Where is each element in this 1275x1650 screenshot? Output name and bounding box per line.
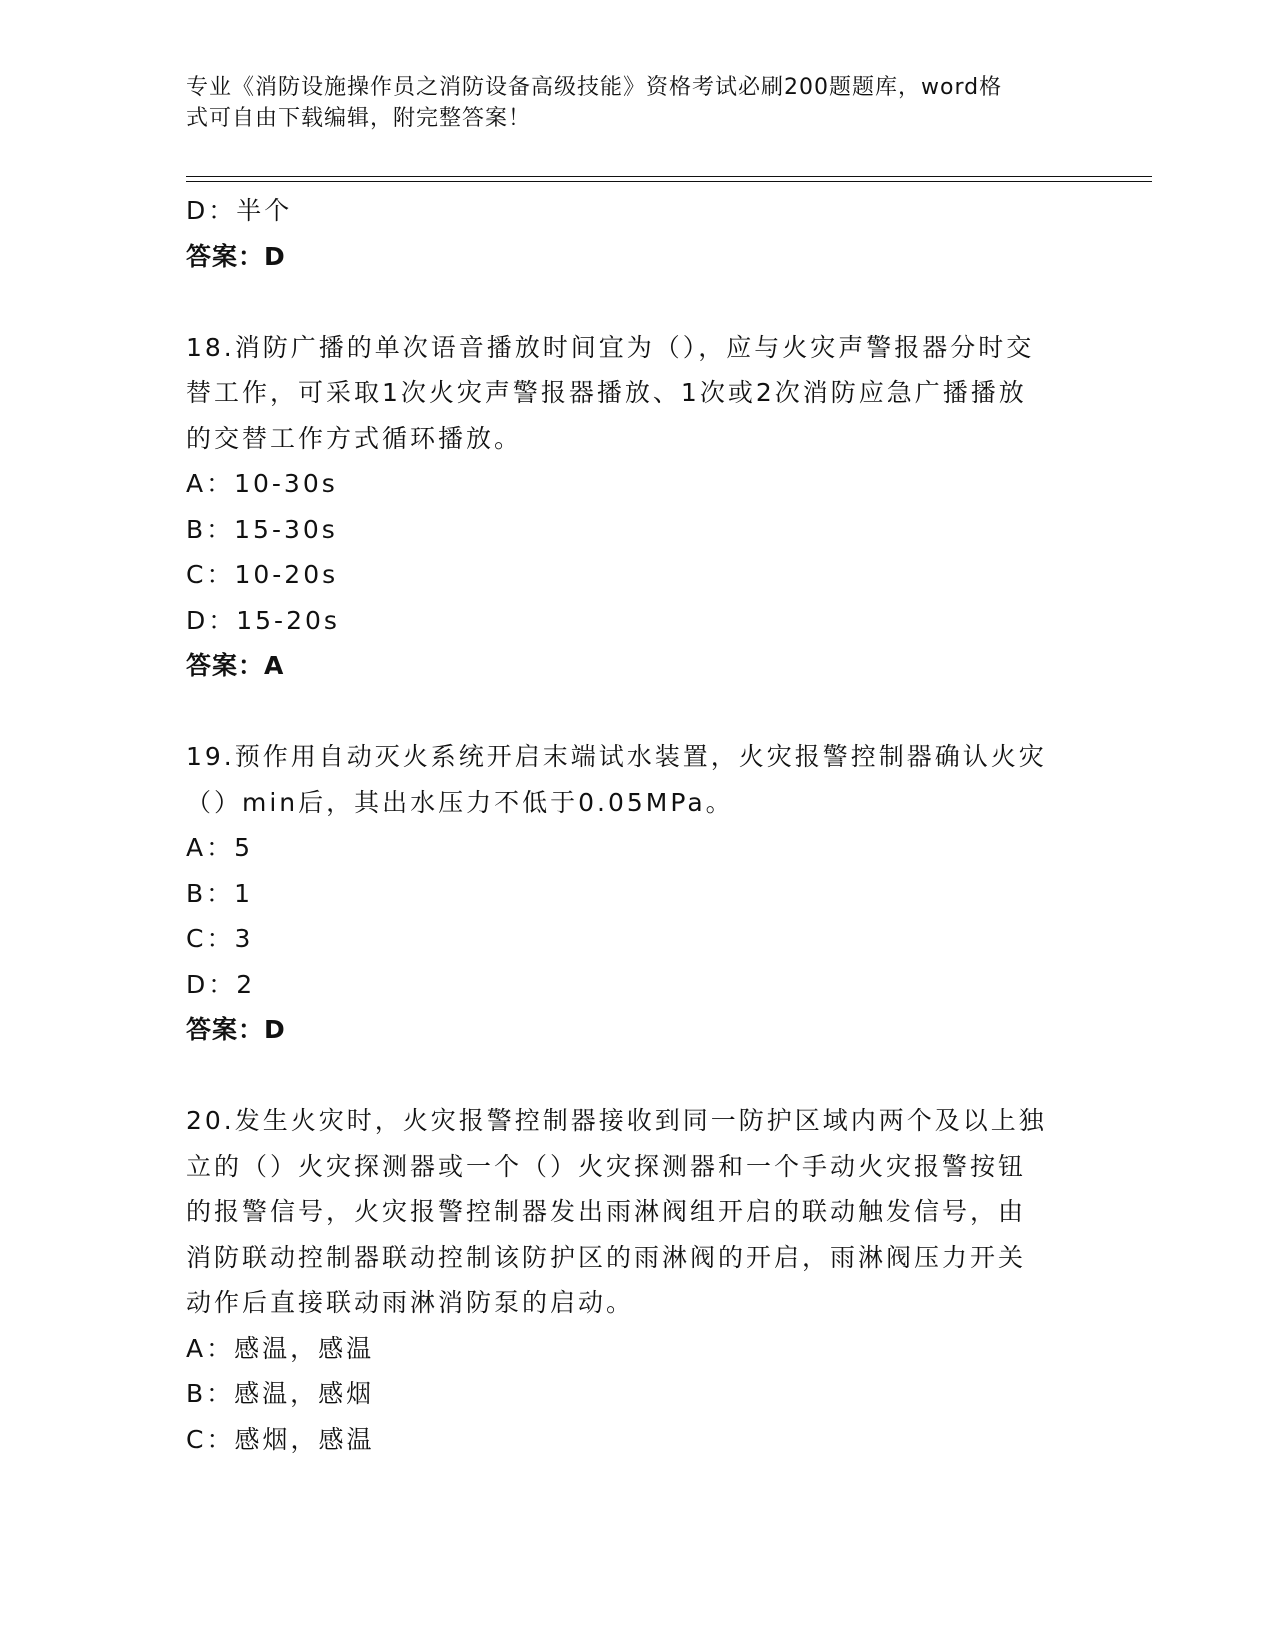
question-text-line: 20.发生火灾时，火灾报警控制器接收到同一防护区域内两个及以上独 [186,1106,1047,1135]
question-text-line: 替工作，可采取1次火灾声警报器播放、1次或2次消防应急广播播放 [186,378,1027,407]
option-b: B：15-30s [186,514,338,544]
question-text-line: 立的（）火灾探测器或一个（）火灾探测器和一个手动火灾报警按钮 [186,1151,1027,1181]
question-text-line: 动作后直接联动雨淋消防泵的启动。 [186,1288,635,1317]
answer-line: 答案：D [186,241,286,271]
question-19 [186,734,1086,1053]
header-divider-bottom [186,181,1152,182]
header-line-2: 式可自由下载编辑，附完整答案！ [186,106,532,131]
question-20 [186,1098,1086,1462]
answer-line: 答案：A [186,651,285,680]
header-line-1: 专业《消防设施操作员之消防设备高级技能》资格考试必刷200题题库，word格 [186,75,1003,100]
option-a: A：感温，感温 [186,1333,375,1363]
option-d: D：2 [186,969,256,999]
option-c: C：3 [186,924,254,953]
option-b: B：感温，感烟 [186,1379,375,1408]
option-c: C：感烟，感温 [186,1424,375,1454]
spacer [186,1053,1086,1099]
question-text-line: 的报警信号，火灾报警控制器发出雨淋阀组开启的联动触发信号，由 [186,1197,1027,1226]
question-text-line: 18.消防广播的单次语音播放时间宜为（），应与火灾声警报器分时交 [186,332,1035,362]
question-text-line: 消防联动控制器联动控制该防护区的雨淋阀的开启，雨淋阀压力开关 [186,1242,1027,1272]
question-18 [186,325,1086,689]
question-content [186,188,1086,1462]
question-text-line: （）min后，其出水压力不低于0.05MPa。 [186,787,734,817]
option-d: D：半个 [186,196,293,225]
spacer [186,689,1086,735]
option-b: B：1 [186,878,254,908]
option-a: A：5 [186,833,254,862]
question-text-line: 的交替工作方式循环播放。 [186,423,523,453]
page-header [186,72,1066,134]
header-divider-top [186,176,1152,177]
option-a: A：10-30s [186,469,338,498]
answer-line: 答案：D [186,1015,286,1044]
question-text-line: 19.预作用自动灭火系统开启末端试水装置，火灾报警控制器确认火灾 [186,742,1047,771]
option-d: D：15-20s [186,605,340,635]
spacer [186,279,1086,325]
previous-question-tail [186,188,1086,279]
option-c: C：10-20s [186,560,339,589]
